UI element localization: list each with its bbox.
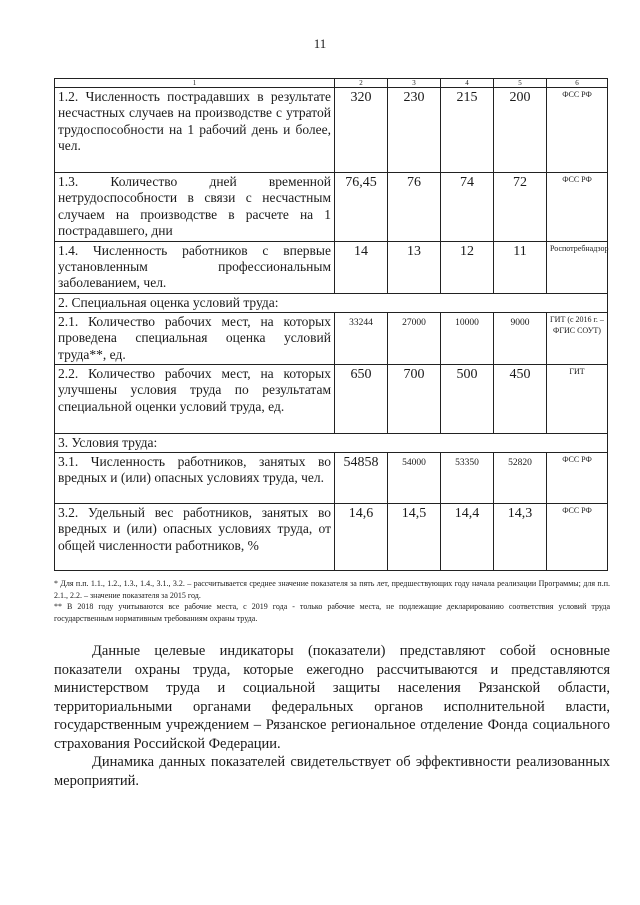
value-cell: 12: [441, 241, 494, 293]
footnote-1: * Для п.п. 1.1., 1.2., 1.3., 1.4., 3.1., 3.2. – рассчитывается среднее значение показателя за пять лет, предшествующих году начала реализации Программы; для п.п. 2.1., 2.2. – значение показателя за 2015 год.: [54, 579, 610, 600]
indicator-name: 1.3. Количество дней временной нетрудоспособности в связи с несчастным случаем на производстве в расчете на 1 пострадавшего, дни: [55, 173, 335, 242]
value-cell: 650: [335, 365, 388, 434]
indicator-name: 1.2. Численность пострадавших в результате несчастных случаев на производстве с утратой трудоспособности на 1 рабочий день и более, чел.: [55, 88, 335, 173]
value-cell: 53350: [441, 453, 494, 504]
table-row: [55, 241, 608, 293]
header-cell: 6: [547, 79, 608, 88]
table-row: [55, 312, 608, 364]
paragraph-2: Динамика данных показателей свидетельствует об эффективности реализованных мероприятий.: [54, 754, 610, 789]
value-cell: 230: [388, 88, 441, 173]
value-cell: 9000: [494, 312, 547, 364]
source-cell: ФСС РФ: [547, 453, 608, 504]
source-cell: ФСС РФ: [547, 504, 608, 571]
value-cell: 500: [441, 365, 494, 434]
section-row: [55, 434, 608, 453]
value-cell: 76,45: [335, 173, 388, 242]
value-cell: 52820: [494, 453, 547, 504]
value-cell: 14,4: [441, 504, 494, 571]
indicator-name: 3.1. Численность работников, занятых во вредных и (или) опасных условиях труда, чел.: [55, 453, 335, 504]
value-cell: 14,6: [335, 504, 388, 571]
source-cell: ФСС РФ: [547, 88, 608, 173]
header-cell: 5: [494, 79, 547, 88]
value-cell: 54000: [388, 453, 441, 504]
source-cell: Роспотребнадзор: [547, 241, 608, 293]
indicator-name: 1.4. Численность работников с впервые установленным профессиональным заболеванием, чел.: [55, 241, 335, 293]
value-cell: 11: [494, 241, 547, 293]
value-cell: 14: [335, 241, 388, 293]
table-row: [55, 504, 608, 571]
value-cell: 74: [441, 173, 494, 242]
value-cell: 13: [388, 241, 441, 293]
value-cell: 450: [494, 365, 547, 434]
table-header-row: [55, 79, 608, 88]
value-cell: 200: [494, 88, 547, 173]
value-cell: 33244: [335, 312, 388, 364]
value-cell: 320: [335, 88, 388, 173]
paragraph-1: Данные целевые индикаторы (показатели) представляют собой основные показатели охраны труда, которые ежегодно рассчитываются и представляются министерством труда и социальной защиты населения Рязанской области, территориальными органами федеральных органов исполнительной власти, государственным учреждением – Рязанское региональное отделение Фонда социального страхования Российской Федерации.: [54, 643, 610, 752]
table-row: [55, 453, 608, 504]
header-cell: 3: [388, 79, 441, 88]
table-row: [55, 365, 608, 434]
indicator-name: 3.2. Удельный вес работников, занятых во вредных и (или) опасных условиях труда, от общей численности работников, %: [55, 504, 335, 571]
section-row: [55, 293, 608, 312]
value-cell: 14,5: [388, 504, 441, 571]
value-cell: 72: [494, 173, 547, 242]
indicator-name: 2.1. Количество рабочих мест, на которых проведена специальная оценка условий труда**, ед.: [55, 312, 335, 364]
value-cell: 14,3: [494, 504, 547, 571]
footnotes: [54, 578, 610, 624]
value-cell: 27000: [388, 312, 441, 364]
table-row: [55, 88, 608, 173]
value-cell: 215: [441, 88, 494, 173]
value-cell: 10000: [441, 312, 494, 364]
source-cell: ФСС РФ: [547, 173, 608, 242]
header-cell: 4: [441, 79, 494, 88]
value-cell: 700: [388, 365, 441, 434]
value-cell: 54858: [335, 453, 388, 504]
header-cell: 2: [335, 79, 388, 88]
indicators-table: [54, 78, 608, 571]
source-cell: ГИТ: [547, 365, 608, 434]
page-number: 11: [313, 36, 327, 51]
table-row: [55, 173, 608, 242]
header-cell: 1: [55, 79, 335, 88]
footnote-2: ** В 2018 году учитываются все рабочие места, с 2019 года - только рабочие места, не подлежащие декларированию соответствия условий труда государственным нормативным требованиям охраны труда.: [54, 602, 610, 623]
value-cell: 76: [388, 173, 441, 242]
body-text: [54, 642, 610, 790]
section-title: 3. Условия труда:: [55, 434, 608, 453]
source-cell: ГИТ (с 2016 г. – ФГИС СОУТ): [547, 312, 608, 364]
section-title: 2. Специальная оценка условий труда:: [55, 293, 608, 312]
indicator-name: 2.2. Количество рабочих мест, на которых улучшены условия труда по результатам специальной оценки условий труда, ед.: [55, 365, 335, 434]
